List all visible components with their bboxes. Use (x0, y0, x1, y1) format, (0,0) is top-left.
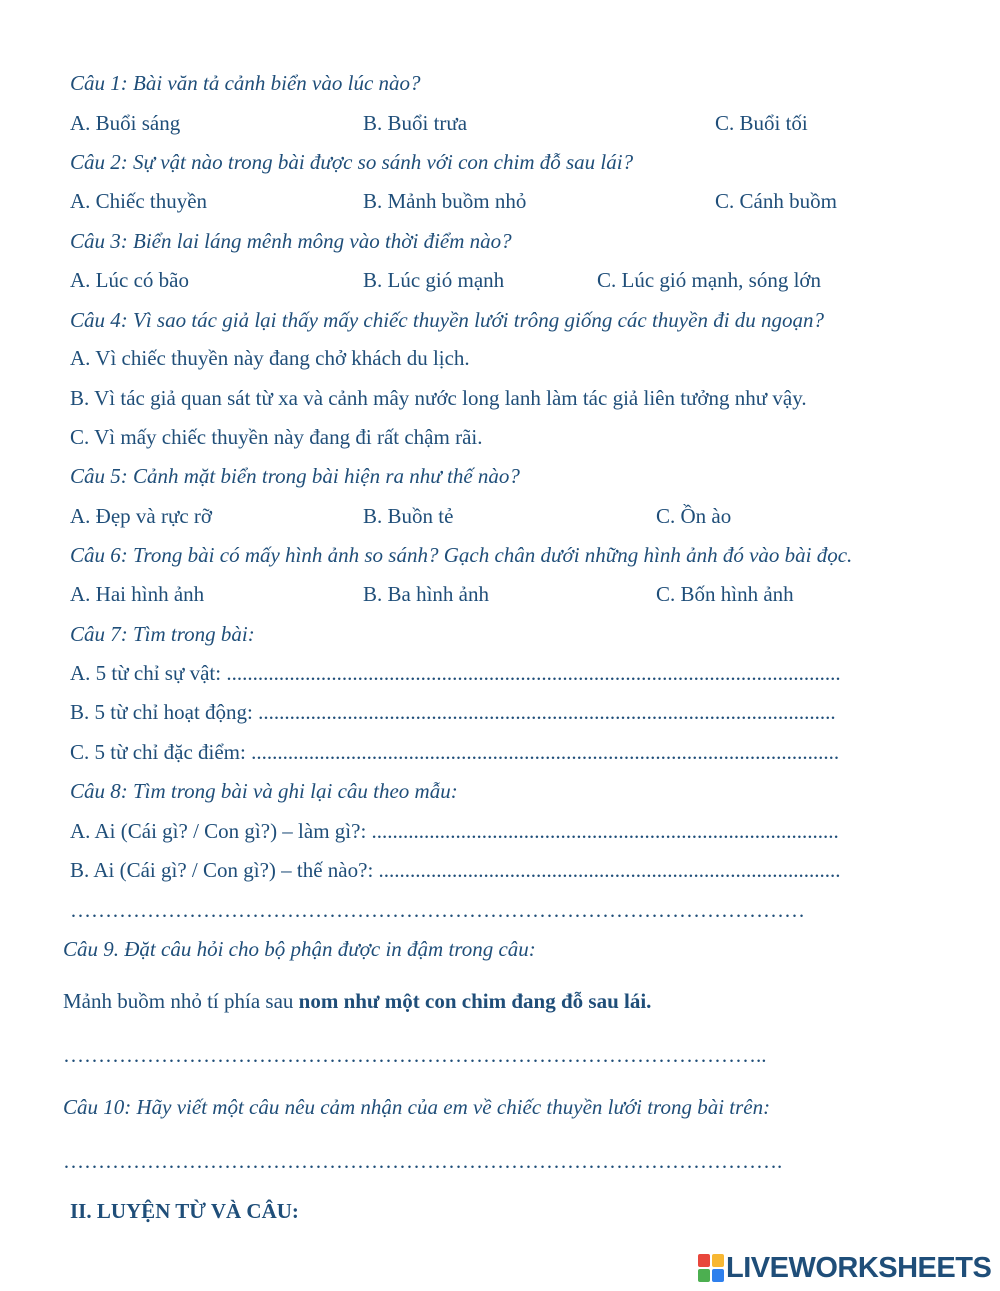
q2-option-b: B. Mảnh buồm nhỏ (363, 189, 527, 213)
question-9: Câu 9. Đặt câu hỏi cho bộ phận được in đậm trong câu: (63, 937, 536, 961)
q6-option-a: A. Hai hình ảnh (70, 582, 205, 606)
q8-answer-b[interactable]: B. Ai (Cái gì? / Con gì?) – thế nào?: ........................................................................................ (70, 858, 841, 882)
q5-option-b: B. Buồn tẻ (363, 504, 454, 528)
q4-option-c: C. Vì mấy chiếc thuyền này đang đi rất chậm rãi. (70, 425, 483, 449)
q7-answer-b[interactable]: B. 5 từ chỉ hoạt động: .............................................................................................................. (70, 700, 836, 724)
q10-answer-line[interactable]: …………………………………………………………………………………………. (63, 1149, 783, 1173)
q2-option-c: C. Cánh buồm (715, 189, 837, 213)
q4-option-b: B. Vì tác giả quan sát từ xa và cảnh mây nước long lanh làm tác giả liên tưởng như vậy. (70, 386, 807, 410)
q8-answer-a[interactable]: A. Ai (Cái gì? / Con gì?) – làm gì?: ......................................................................................... (70, 819, 839, 843)
question-7: Câu 7: Tìm trong bài: (70, 622, 255, 646)
question-2: Câu 2: Sự vật nào trong bài được so sánh với con chim đỗ sau lái? (70, 150, 634, 174)
q4-option-a: A. Vì chiếc thuyền này đang chở khách du lịch. (70, 346, 470, 370)
q1-option-c: C. Buổi tối (715, 111, 808, 135)
question-8: Câu 8: Tìm trong bài và ghi lại câu theo mẫu: (70, 779, 458, 803)
q5-option-a: A. Đẹp và rực rỡ (70, 504, 213, 528)
q7-answer-c[interactable]: C. 5 từ chỉ đặc điểm: ................................................................................................................ (70, 740, 840, 764)
section-2-heading: II. LUYỆN TỪ VÀ CÂU: (70, 1199, 299, 1223)
q6-option-b: B. Ba hình ảnh (363, 582, 489, 606)
question-3: Câu 3: Biển lai láng mênh mông vào thời điểm nào? (70, 229, 512, 253)
q9-sentence-start: Mảnh buồm nhỏ tí phía sau (63, 989, 299, 1013)
q1-option-b: B. Buổi trưa (363, 111, 468, 135)
question-5: Câu 5: Cảnh mặt biển trong bài hiện ra như thế nào? (70, 464, 520, 488)
q9-sentence (63, 988, 651, 1014)
q9-sentence-bold: nom như một con chim đang đỗ sau lái. (298, 989, 652, 1013)
question-10: Câu 10: Hãy viết một câu nêu cảm nhận của em về chiếc thuyền lưới trong bài trên: (63, 1095, 771, 1119)
q3-option-c: C. Lúc gió mạnh, sóng lớn (597, 268, 822, 292)
q3-option-a: A. Lúc có bão (70, 268, 189, 292)
q1-option-a: A. Buổi sáng (70, 111, 181, 135)
q5-option-c: C. Ồn ào (656, 504, 732, 528)
question-6: Câu 6: Trong bài có mấy hình ảnh so sánh? Gạch chân dưới những hình ảnh đó vào bài đọc. (70, 543, 853, 567)
q2-option-a: A. Chiếc thuyền (70, 189, 208, 213)
q6-option-c: C. Bốn hình ảnh (656, 582, 794, 606)
q9-answer-line[interactable]: ……………………………………………………………………………………….. (63, 1043, 767, 1067)
logo-icon (698, 1254, 724, 1282)
liveworksheets-logo (698, 1252, 991, 1284)
q3-option-b: B. Lúc gió mạnh (363, 268, 505, 292)
q7-answer-a[interactable]: A. 5 từ chỉ sự vật: ..................................................................................................................... (70, 661, 841, 685)
question-4: Câu 4: Vì sao tác giả lại thấy mấy chiếc thuyền lưới trông giống các thuyền đi du ngoạn? (70, 308, 825, 332)
q8-answer-line[interactable]: …………………………………………………………………………………………… (70, 898, 805, 922)
question-1: Câu 1: Bài văn tả cảnh biển vào lúc nào? (70, 71, 421, 95)
logo-text: LIVEWORKSHEETS (726, 1251, 992, 1284)
